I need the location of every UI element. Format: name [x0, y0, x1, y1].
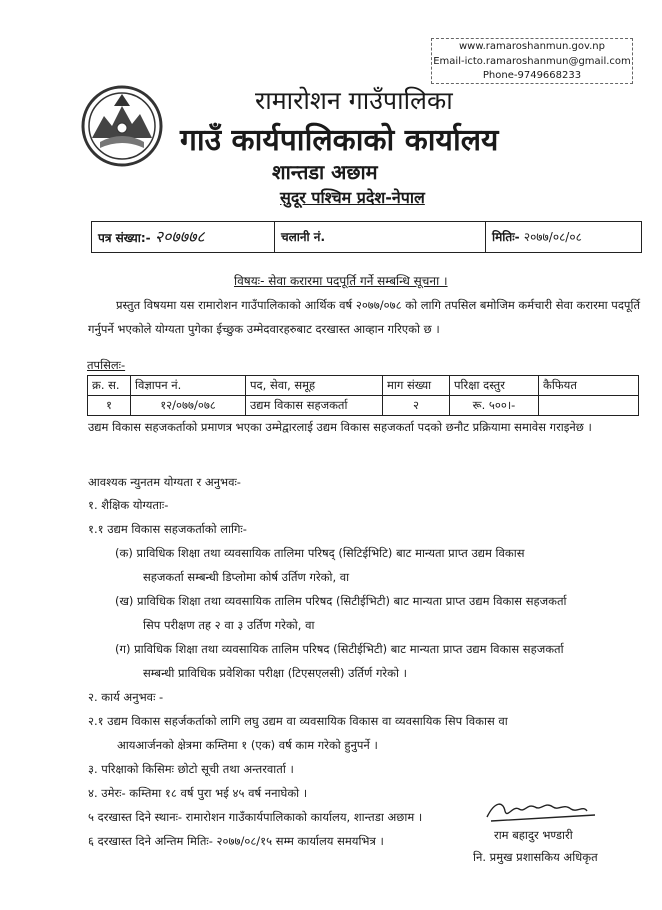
signatory-name: राम बहादुर भण्डारी: [494, 828, 573, 842]
table-cell: रू. ५००।-: [450, 396, 539, 416]
chalani-label: चलानी नं.: [281, 230, 326, 244]
vacancy-table: [87, 375, 639, 416]
date-label: मितिः-: [492, 230, 520, 244]
experience-line2: आयआर्जनको क्षेत्रमा कम्तिमा १ (एक) वर्ष काम गरेको हुनुपर्ने ।: [117, 738, 378, 752]
signature-icon: [483, 795, 603, 825]
table-header-cell: पद, सेवा, समूह: [246, 376, 383, 396]
table-cell: उद्यम विकास सहजकर्ता: [246, 396, 383, 416]
table-header-cell: कैफियत: [539, 376, 639, 396]
details-heading: तपसिलः-: [87, 358, 126, 372]
subsection-heading: १.१ उद्यम विकास सहजकर्ताको लागिः-: [88, 522, 247, 536]
table-header-cell: माग संख्या: [383, 376, 450, 396]
subject-line: विषयः- सेवा करारमा पदपूर्ति गर्ने सम्बन्धि सूचना ।: [234, 274, 448, 288]
experience-heading: २. कार्य अनुभवः -: [88, 690, 164, 704]
table-cell: १: [88, 396, 131, 416]
note-paragraph: उद्यम विकास सहजकर्ताको प्रमाणत्र भएका उम्मेद्वारलाई उद्यम विकास सहजकर्ता पदको छनौट प्रक्रियामा समावेस गराइनेछ ।: [88, 420, 592, 434]
table-row: [88, 396, 639, 416]
table-cell: १२/०७७/०७८: [131, 396, 246, 416]
reference-box: [91, 221, 642, 253]
website-text: www.ramaroshanmun.gov.np: [459, 41, 605, 52]
exam-type-line: ३. परिक्षाको किसिमः छोटो सूची तथा अन्तरवार्ता ।: [88, 762, 294, 776]
qualification-ka-line1: (क) प्राविधिक शिक्षा तथा व्यवसायिक तालिमा परिषद् (सिटिईभिटि) बाट मान्यता प्राप्त उद्यम विकास: [115, 546, 525, 560]
education-heading: १. शैक्षिक योग्यताः-: [88, 498, 169, 512]
experience-line1: २.१ उद्यम विकास सहर्जकर्ताको लागि लघु उद्यम वा व्यवसायिक विकास वा व्यवसायिक सिप विकास वा: [88, 714, 508, 728]
date-value: २०७७/०८/०८: [523, 230, 582, 244]
table-cell: २: [383, 396, 450, 416]
qualification-heading: आवश्यक न्युनतम योग्यता र अनुभवः-: [88, 475, 241, 489]
patra-cell: [92, 222, 274, 252]
qualification-ka-line2: सहजकर्ता सम्बन्धी डिप्लोमा कोर्ष उर्तिण गरेको, वा: [143, 570, 350, 584]
qualification-ga-line1: (ग) प्राविधिक शिक्षा तथा व्यवसायिक तालिम परिषद (सिटीईभिटी) बाट मान्यता प्राप्त उद्यम विकास सहजकर्ता: [115, 642, 564, 656]
table-header-cell: परिक्षा दस्तुर: [450, 376, 539, 396]
office-location: शान्तडा अछाम: [272, 160, 378, 184]
application-deadline-line: ६ दरखास्त दिने अन्तिम मितिः- २०७७/०८/१५ सम्म कार्यालय समयभित्र ।: [88, 834, 384, 848]
patra-value: २०७७७८: [154, 227, 205, 246]
date-cell: [486, 222, 642, 252]
table-cell: [539, 396, 639, 416]
table-header-cell: क्र. स.: [88, 376, 131, 396]
qualification-kha-line1: (ख) प्राविधिक शिक्षा तथा व्यवसायिक तालिम परिषद (सिटीईभिटी) बाट मान्यता प्राप्त उद्यम विकास सहजकर्ता: [115, 594, 567, 608]
office-name-line2: गाउँ कार्यपालिकाको कार्यालय: [180, 123, 499, 158]
contact-box: [431, 38, 633, 84]
signatory-title: नि. प्रमुख प्रशासकिय अधिकृत: [473, 850, 598, 864]
email-text: Email-icto.ramaroshanmun@gmail.com: [433, 55, 631, 67]
intro-paragraph: प्रस्तुत विषयमा यस रामारोशन गाउँपालिकाको आर्थिक वर्ष २०७७/०७८ को लागि तपसिल बमोजिम कर्मचारी सेवा करारमा पदपूर्ति गर्नुपर्ने भएकोले योग्यता पुगेका ईच्छुक उम्मेदवारहरुबाट दरखास्त आव्हान गरिएको छ ।: [88, 298, 640, 336]
province-name: सुदूर पश्चिम प्रदेश-नेपाल: [280, 188, 425, 207]
qualification-kha-line2: सिप परीक्षण तह २ वा ३ उर्तिण गरेको, वा: [143, 618, 315, 632]
chalani-cell: [275, 222, 481, 252]
application-place-line: ५ दरखास्त दिने स्थानः- रामारोशन गाउँकार्यपालिकाको कार्यालय, शान्तडा अछाम ।: [88, 810, 423, 824]
table-header-row: [88, 376, 639, 396]
office-name-line1: रामारोशन गाउँपालिका: [255, 86, 453, 115]
qualification-ga-line2: सम्बन्धी प्राविधिक प्रवेशिका परीक्षा (टिएसएलसी) उर्तिर्ण गरेको ।: [143, 666, 407, 680]
patra-label: पत्र संख्या:-: [98, 231, 151, 245]
phone-text: Phone-9749668233: [482, 70, 582, 81]
age-line: ४. उमेरः- कम्तिमा १८ वर्ष पुरा भई ४५ वर्ष ननाघेको ।: [88, 786, 308, 800]
table-header-cell: विज्ञापन नं.: [131, 376, 246, 396]
nepal-emblem-icon: [80, 84, 164, 168]
